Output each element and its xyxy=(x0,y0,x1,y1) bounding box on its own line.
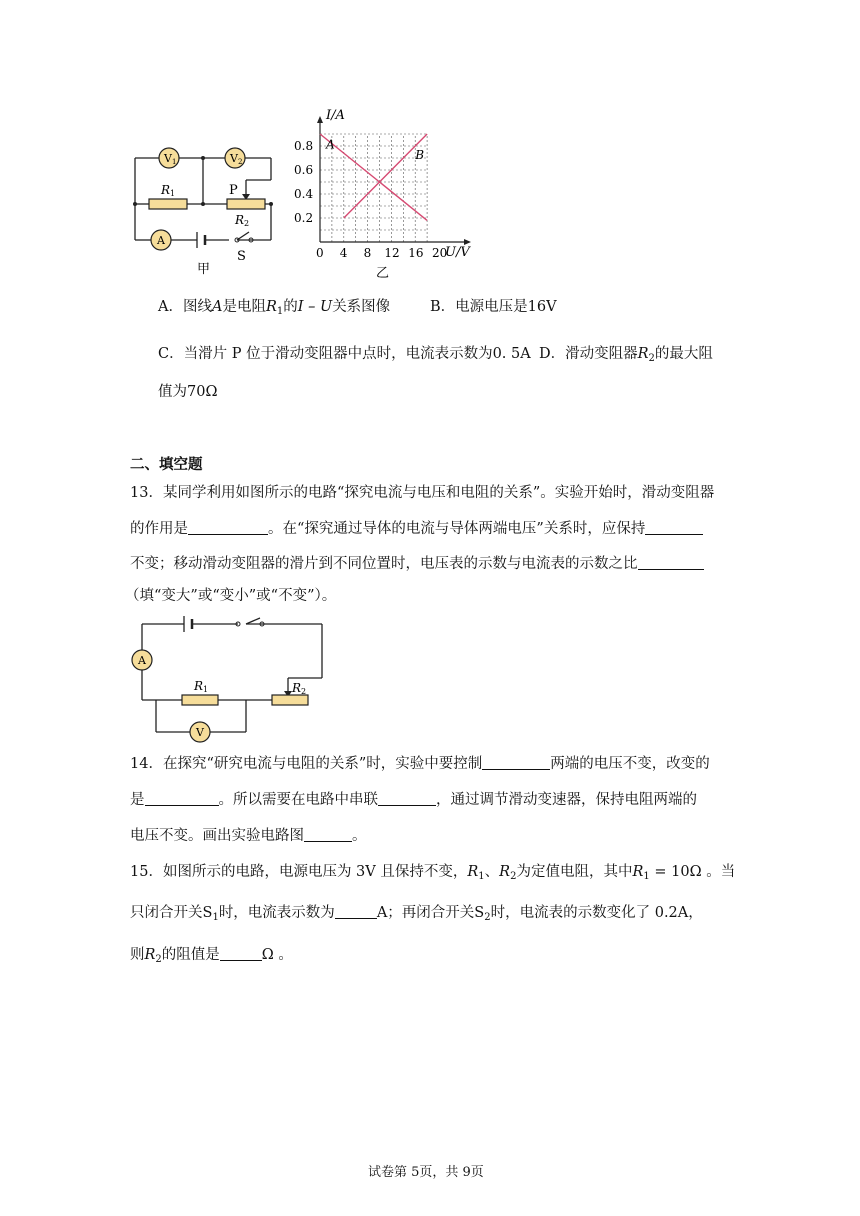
page-footer: 试卷第 5页，共 9页 xyxy=(368,1165,484,1180)
y-axis-label: I/A xyxy=(326,108,345,123)
q15-line2: 只闭合开关$S_1$时，电流表示数为 A；再闭合开关$S_2$时，电流表的示数变化了 0.2A， xyxy=(130,905,703,923)
circuit-figure-q13 xyxy=(128,612,328,747)
iu-graph-yi xyxy=(290,105,480,280)
x-tick-label: 4 xyxy=(339,246,348,260)
q13-line3: 不变；移动滑动变阻器的滑片到不同位置时，电压表的示数与电流表的示数之比 xyxy=(130,554,704,574)
r1-label: R xyxy=(161,183,171,197)
x-tick-label: 8 xyxy=(363,246,372,260)
series-line-B xyxy=(344,134,427,218)
figure-caption-yi: 乙 xyxy=(376,266,390,280)
ammeter-label: A xyxy=(157,234,165,247)
series-label-A: A xyxy=(325,137,335,152)
svg-text:R1: R1 xyxy=(194,679,209,694)
v1-label: V xyxy=(164,152,172,165)
y-tick-label: 0.2 xyxy=(294,211,314,225)
voltmeter-label: V xyxy=(196,726,204,739)
y-tick-label: 0.4 xyxy=(294,187,314,201)
q13-line4: （填“变大”或“变小”或“不变”）。 xyxy=(125,588,337,604)
y-axis-arrow xyxy=(317,116,323,123)
svg-text:V2: V2 xyxy=(230,152,243,166)
x-axis-label: U/V xyxy=(445,245,470,260)
x-tick-label: 12 xyxy=(384,246,400,260)
resistor-r1 xyxy=(182,695,218,705)
svg-text:R2: R2 xyxy=(292,681,307,696)
circuit-figure-jia xyxy=(125,140,285,280)
answer-blank[interactable] xyxy=(645,520,703,535)
q13-line2: 的作用是 。在“探究通过导体的电流与导体两端电压”关系时，应保持 xyxy=(130,519,703,539)
resistor-r1 xyxy=(149,199,187,209)
answer-blank[interactable] xyxy=(638,555,704,570)
switch-s-label: S xyxy=(237,249,246,264)
x-tick-label: 0 xyxy=(316,246,324,260)
answer-blank[interactable] xyxy=(145,791,219,806)
option-d: D．滑动变阻器$R_2$的最大阻 xyxy=(539,346,713,364)
q14-line3: 电压不变。画出实验电路图 。 xyxy=(130,828,367,844)
x-tick-label: 20 xyxy=(432,246,448,260)
answer-blank[interactable] xyxy=(335,904,377,919)
y-tick-label: 0.8 xyxy=(294,139,314,153)
figure-caption-jia: 甲 xyxy=(197,262,211,277)
q14-line1: 14．在探究“研究电流与电阻的关系”时，实验中要控制 两端的电压不变，改变的 xyxy=(130,756,710,772)
section-title-fill-in: 二、填空题 xyxy=(130,457,203,473)
answer-blank[interactable] xyxy=(304,827,352,842)
y-tick-label: 0.6 xyxy=(294,163,314,177)
svg-text:V1: V1 xyxy=(164,152,177,166)
option-b: B．电源电压是16V xyxy=(430,299,557,315)
resistor-r2 xyxy=(227,199,265,209)
q13-line1: 13．某同学利用如图所示的电路“探究电流与电压和电阻的关系”。实验开始时，滑动变阻器 xyxy=(130,485,715,501)
answer-blank[interactable] xyxy=(378,791,436,806)
option-d-line2: 值为70Ω xyxy=(158,384,218,400)
resistor-r2 xyxy=(272,695,308,705)
q15-line1: 15．如图所示的电路，电源电压为 3V 且保持不变，$R_1$、$R_2$为定值电阻，其中$R_1 = 10\Omega$ 。当 xyxy=(130,864,736,882)
svg-text:R1: R1 xyxy=(161,183,176,198)
x-tick-label: 16 xyxy=(408,246,424,260)
ammeter-label: A xyxy=(138,654,146,667)
answer-blank[interactable] xyxy=(482,755,550,770)
v2-label: V xyxy=(230,152,238,165)
series-label-B: B xyxy=(415,148,425,163)
r1-label: R xyxy=(194,679,204,693)
answer-blank[interactable] xyxy=(220,946,262,961)
option-a: A．图线A是电阻$R_1$的I – U关系图像 xyxy=(158,299,391,317)
slider-p-label: P xyxy=(229,183,238,198)
answer-blank[interactable] xyxy=(188,520,268,535)
q15-line3: 则$R_2$的阻值是 Ω 。 xyxy=(130,947,293,965)
r2-label: R xyxy=(235,213,245,227)
r2-label: R xyxy=(292,681,302,695)
svg-text:R2: R2 xyxy=(235,213,250,228)
series-line-A xyxy=(320,134,427,220)
option-c: C．当滑片 P 位于滑动变阻器中点时，电流表示数为0. 5A xyxy=(158,346,531,362)
q14-line2: 是 。所以需要在电路中串联 ，通过调节滑动变速器，保持电阻两端的 xyxy=(130,792,697,808)
